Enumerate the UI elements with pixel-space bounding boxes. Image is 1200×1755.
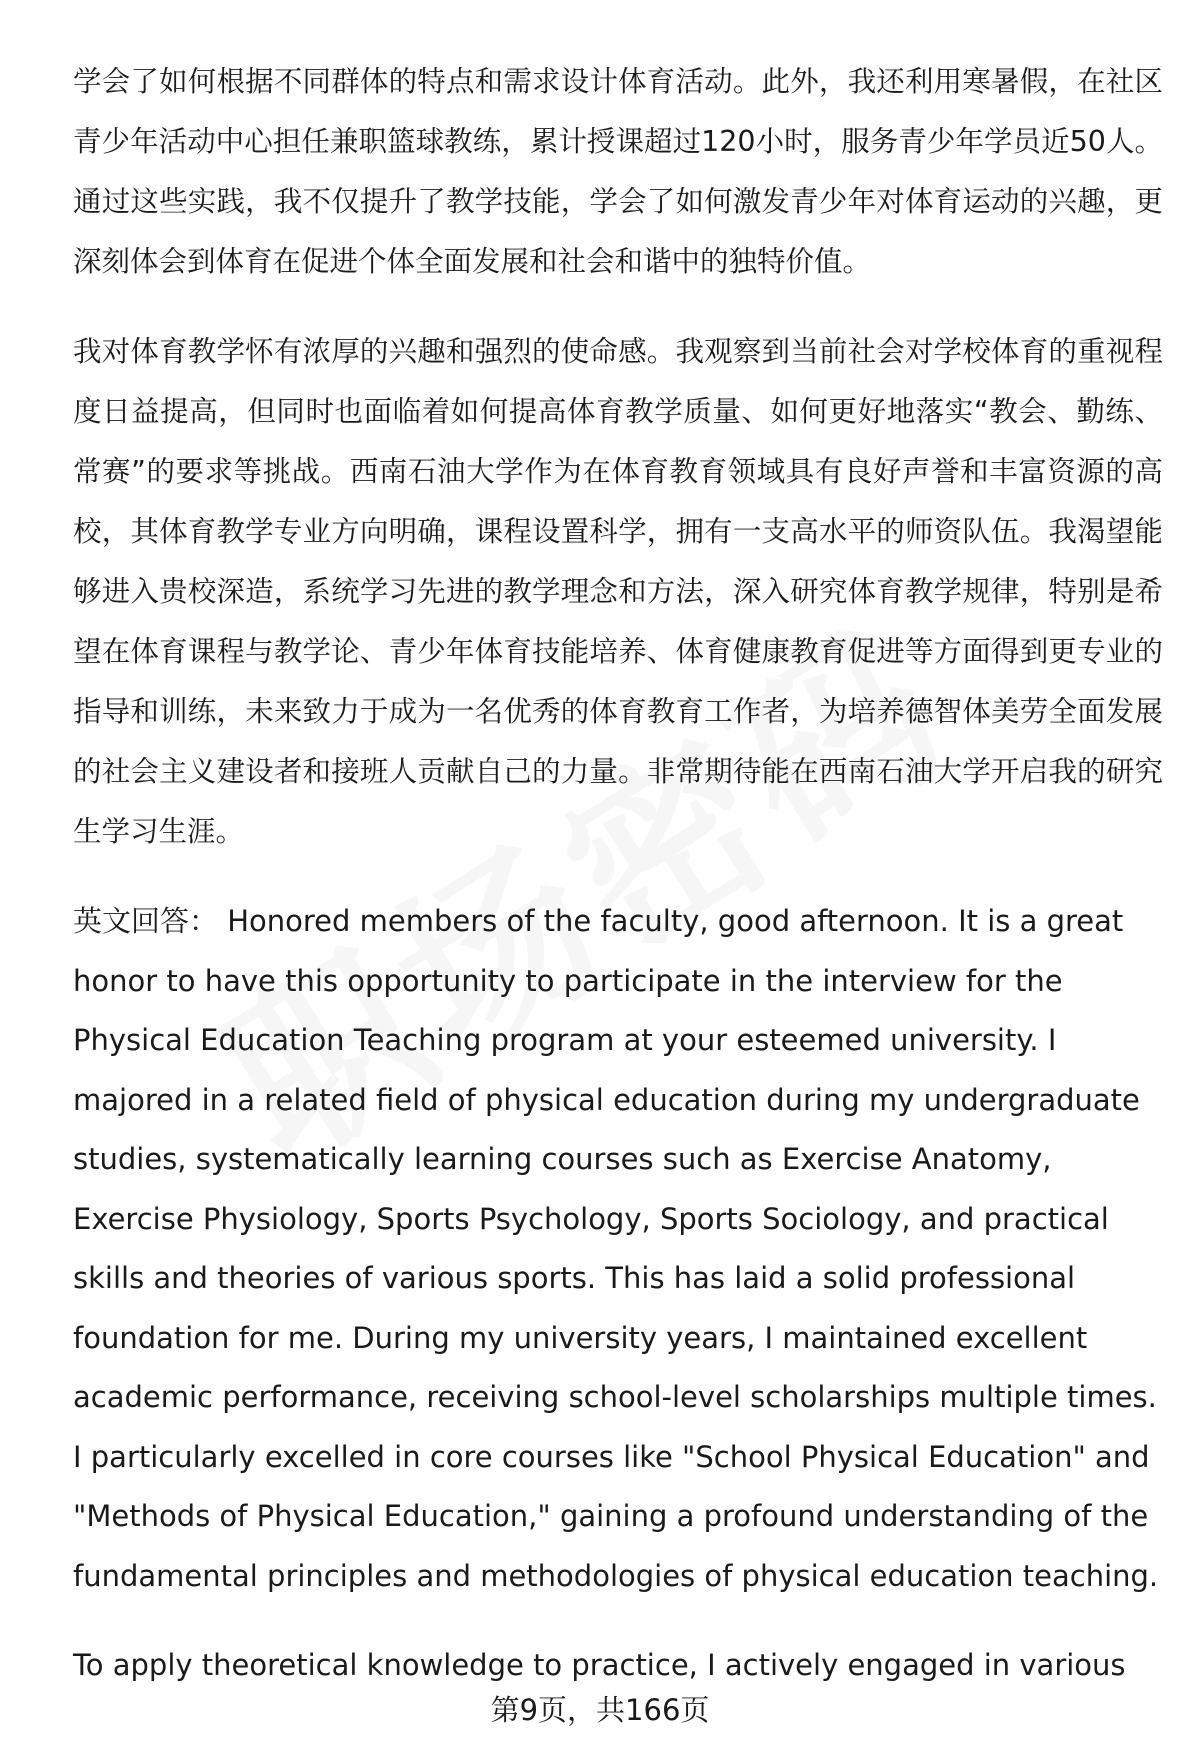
- paragraph-motivation: 我对体育教学怀有浓厚的兴趣和强烈的使命感。我观察到当前社会对学校体育的重视程度日益提高，但同时也面临着如何提高体育教学质量、如何更好地落实“教会、勤练、常赛”的要求等挑战。西南石油大学作为在体育教育领域具有良好声誉和丰富资源的高校，其体育教学专业方向明确，课程设置科学，拥有一支高水平的师资队伍。我渴望能够进入贵校深造，系统学习先进的教学理念和方法，深入研究体育教学规律，特别是希望在体育课程与教学论、青少年体育技能培养、体育健康教育促进等方面得到更专业的指导和训练，未来致力于成为一名优秀的体育教育工作者，为培养德智体美劳全面发展的社会主义建设者和接班人贡献自己的力量。非常期待能在西南石油大学开启我的研究生学习生涯。: [73, 335, 1163, 848]
- page-number-footer: 第9页，共166页: [490, 1693, 710, 1727]
- paragraph-practice-experience: 学会了如何根据不同群体的特点和需求设计体育活动。此外，我还利用寒暑假，在社区青少年活动中心担任兼职篮球教练，累计授课超过120小时，服务青少年学员近50人。通过这些实践，我不仅提升了教学技能，学会了如何激发青少年对体育运动的兴趣，更深刻体会到体育在促进个体全面发展和社会和谐中的独特价值。: [73, 65, 1163, 278]
- paragraph-english-answer: 英文回答： Honored members of the faculty, good afternoon. It is a great honor to have this opportunity to participate in the interview for the Physical Education Teaching program at your esteemed university. I majored in a related field of physical education during my undergraduate studies, systematically learning courses such as Exercise Anatomy, Exercise Physiology, Sports Psychology, Sports Sociology, and practical skills and theories of various sports. This has laid a solid professional foundation for me. During my university years, I maintained excellent academic performance, receiving school-level scholarships multiple times. I particularly excelled in core courses like "School Physical Education" and "Methods of Physical Education," gaining a profound understanding of the fundamental principles and methodologies of physical education teaching.: [73, 904, 1159, 1593]
- paragraph-english-continued: To apply theoretical knowledge to practice, I actively engaged in various: [73, 1648, 1126, 1682]
- page-content: [73, 52, 1163, 1696]
